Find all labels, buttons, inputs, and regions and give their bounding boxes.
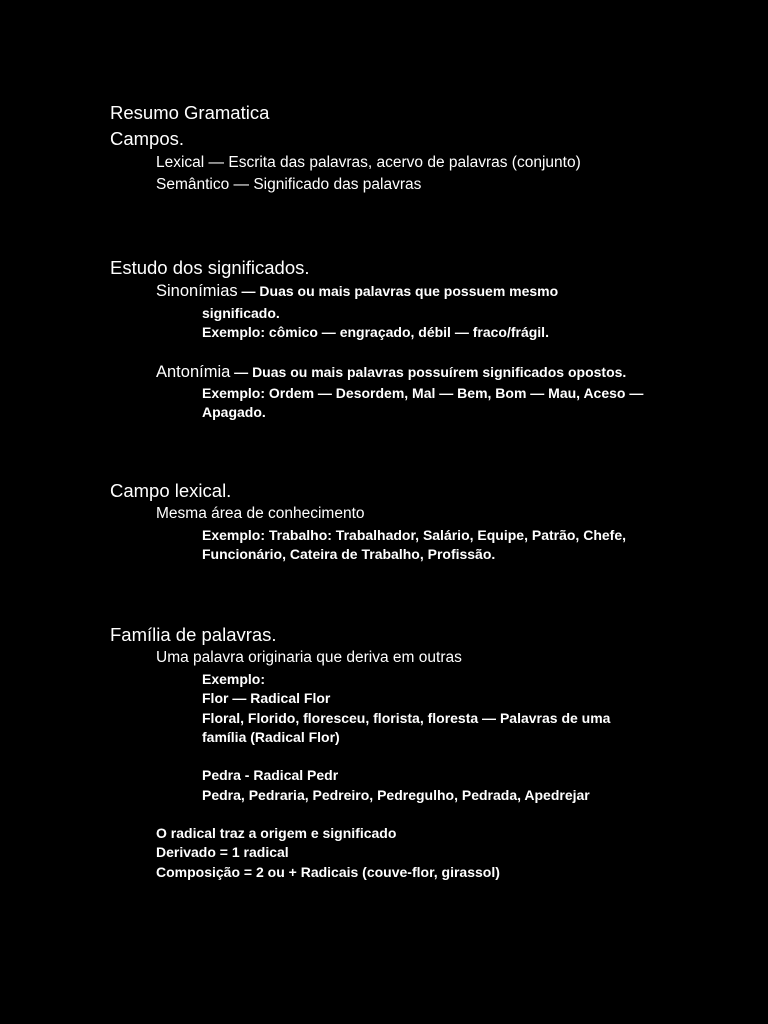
familia-note-1: O radical traz a origem e significado xyxy=(156,825,397,841)
antonimia-definition: — Duas ou mais palavras possuírem significados opostos. xyxy=(230,364,627,380)
antonimia-line xyxy=(156,363,626,382)
sinonimia-term: Sinonímias xyxy=(156,282,238,300)
sinonimia-line xyxy=(156,282,558,301)
familia-pedra-radical: Pedra - Radical Pedr xyxy=(202,767,339,783)
antonimia-exemplo-1: Exemplo: Ordem — Desordem, Mal — Bem, Bom — Mau, Aceso — xyxy=(202,385,644,401)
campo-lexical-exemplo-2: Funcionário, Cateira de Trabalho, Profissão. xyxy=(202,546,496,562)
familia-flor-list-1: Floral, Florido, floresceu, florista, floresta — Palavras de uma xyxy=(202,710,611,726)
section-heading-campos: Campos. xyxy=(110,128,185,149)
campos-semantico: Semântico — Significado das palavras xyxy=(156,176,422,193)
familia-note-3: Composição = 2 ou + Radicais (couve-flor, girassol) xyxy=(156,864,500,880)
section-heading-estudo: Estudo dos significados. xyxy=(110,257,310,278)
campo-lexical-subtitle: Mesma área de conhecimento xyxy=(156,505,365,522)
familia-exemplo-label: Exemplo: xyxy=(202,671,266,687)
document-title: Resumo Gramatica xyxy=(110,102,270,123)
antonimia-term: Antonímia xyxy=(156,363,231,381)
campo-lexical-exemplo-1: Exemplo: Trabalho: Trabalhador, Salário, Equipe, Patrão, Chefe, xyxy=(202,527,626,543)
familia-flor-list-2: família (Radical Flor) xyxy=(202,729,340,745)
familia-pedra-list: Pedra, Pedraria, Pedreiro, Pedregulho, Pedrada, Apedrejar xyxy=(202,787,590,803)
familia-note-2: Derivado = 1 radical xyxy=(156,844,289,860)
sinonimia-exemplo: Exemplo: cômico — engraçado, débil — fraco/frágil. xyxy=(202,324,549,340)
familia-subtitle: Uma palavra originaria que deriva em outras xyxy=(156,649,462,666)
sinonimia-definition: — Duas ou mais palavras que possuem mesmo xyxy=(237,283,559,299)
section-heading-familia: Família de palavras. xyxy=(110,624,277,645)
antonimia-exemplo-2: Apagado. xyxy=(202,404,266,420)
section-heading-campo-lexical: Campo lexical. xyxy=(110,480,232,501)
sinonimia-definition-cont: significado. xyxy=(202,305,280,321)
familia-flor-radical: Flor — Radical Flor xyxy=(202,690,331,706)
campos-lexical: Lexical — Escrita das palavras, acervo de palavras (conjunto) xyxy=(156,154,581,171)
